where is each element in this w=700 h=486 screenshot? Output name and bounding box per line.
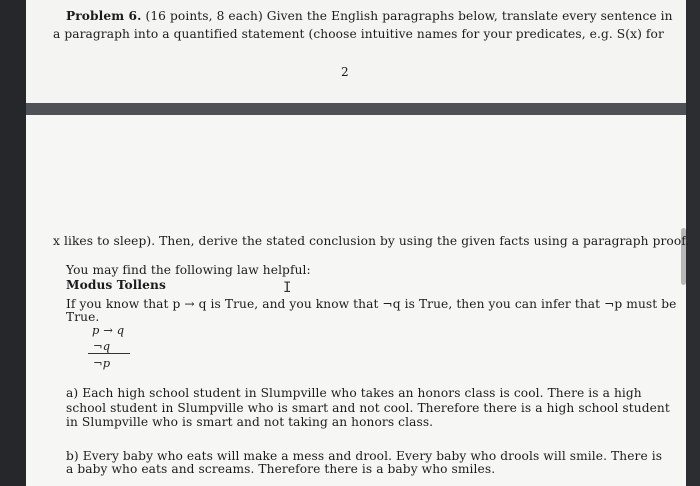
hint-line-1: You may find the following law helpful: <box>66 263 311 277</box>
hint-line-3: True. <box>66 310 100 324</box>
part-b-line-2: a baby who eats and screams. Therefore there is a baby who smiles. <box>66 462 496 476</box>
premise-2: ¬q <box>93 339 111 353</box>
law-name: Modus Tollens <box>66 278 166 292</box>
hint-line-2: If you know that p → q is True, and you know that ¬q is True, then you can infer that ¬p must be <box>66 297 677 311</box>
part-a-line-2: school student in Slumpville who is smart and not cool. Therefore there is a high school student <box>66 401 670 415</box>
part-a-line-3: in Slumpville who is smart and not taking an honors class. <box>66 415 434 429</box>
problem-intro-line-1: Problem 6. (16 points, 8 each) Given the English paragraphs below, translate every sentence in <box>66 9 673 23</box>
inference-conclusion: ¬p <box>93 356 111 370</box>
problem-title: Problem 6. <box>66 9 142 23</box>
left-dark-edge <box>0 0 26 486</box>
inference-rule-line <box>88 353 130 354</box>
problem-intro-line-3: x likes to sleep). Then, derive the stated conclusion by using the given facts using a paragraph proof. <box>53 234 690 248</box>
page-separator <box>26 103 686 115</box>
premise-1: p → q <box>92 323 125 337</box>
part-b-line-1: b) Every baby who eats will make a mess and drool. Every baby who drools will smile. There is <box>66 449 663 463</box>
page-number: 2 <box>341 65 349 79</box>
problem-intro-line-2: a paragraph into a quantified statement (choose intuitive names for your predicates, e.g. S(x) for <box>53 27 664 41</box>
text-cursor-icon: I <box>283 280 292 296</box>
part-a-line-1: a) Each high school student in Slumpville who takes an honors class is cool. There is a high <box>66 386 642 400</box>
